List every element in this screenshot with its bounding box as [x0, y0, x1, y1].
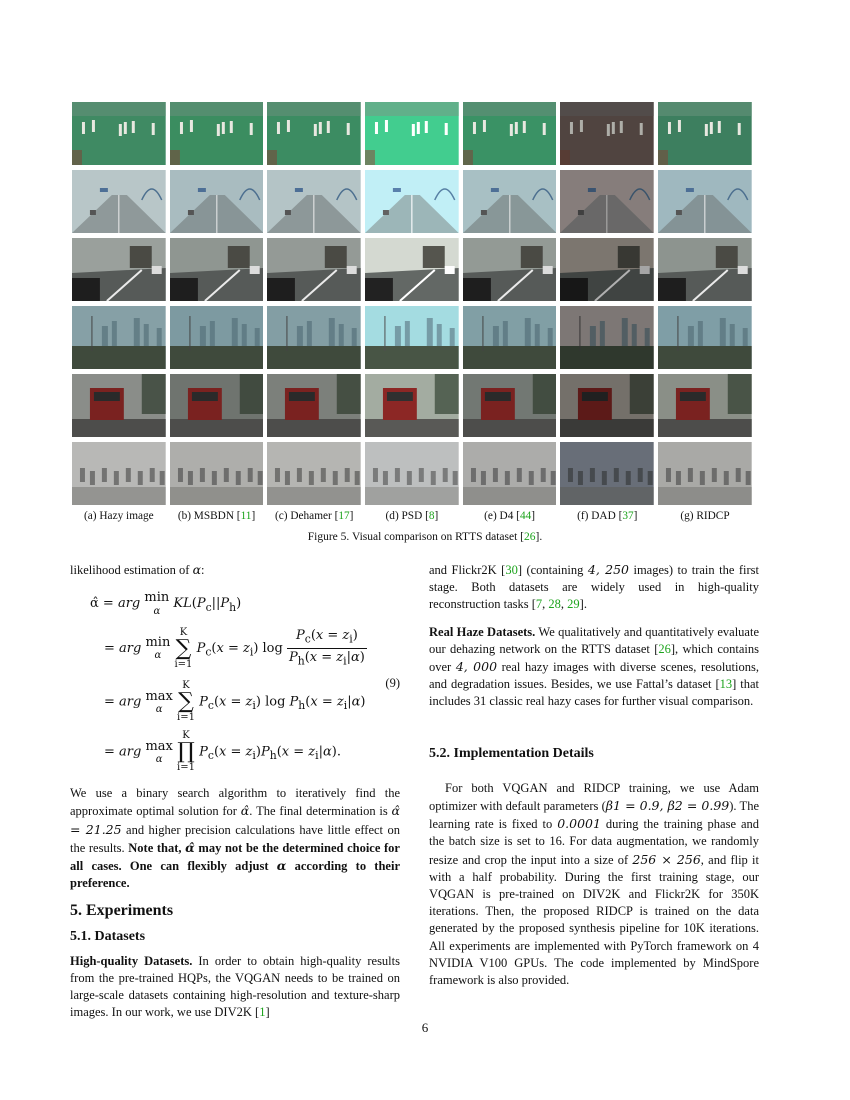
subfigure-caption: (c) Dehamer [17]: [275, 510, 354, 522]
figure-image: [463, 374, 557, 437]
citation-link[interactable]: 8: [428, 510, 435, 522]
equation-intro: likelihood estimation of α:: [70, 562, 205, 577]
citation-link[interactable]: 28: [548, 597, 561, 612]
figure-image: [463, 170, 557, 233]
figure-row-redtruck: [72, 374, 754, 437]
figure-image: [658, 442, 752, 505]
figure-image: [267, 306, 361, 369]
figure-image: [560, 170, 654, 233]
figure-image: [658, 170, 752, 233]
citation-link[interactable]: 30: [505, 563, 518, 577]
figure-caption-text: Figure 5. Visual comparison on RTTS dataset [: [307, 531, 525, 543]
equation-line-2: = arg min α K ∑ i=1 $P_c(x = z_i)$ log $\frac{P_c(x = z_i)}{P_h(x = z_i|\alpha)}$: [104, 626, 365, 670]
figure-image: [463, 102, 557, 165]
figure-image: [365, 238, 459, 301]
equation-number: (9): [385, 676, 400, 691]
citation-link[interactable]: 37: [622, 510, 634, 522]
figure-image: [658, 102, 752, 165]
figure-image: [560, 374, 654, 437]
citation-link[interactable]: 7: [535, 597, 543, 612]
equation-9: [70, 587, 400, 777]
citation-link[interactable]: 13: [719, 677, 733, 692]
figure-caption-end: ].: [535, 531, 543, 543]
figure-captions: [72, 510, 754, 522]
figure-row-highway: [72, 170, 754, 233]
subsection-heading-implementation: 5.2. Implementation Details: [429, 745, 594, 761]
figure-image: [170, 442, 264, 505]
subfigure-caption: (b) MSBDN [11]: [177, 510, 256, 522]
paragraph-binary-search: We use a binary search algorithm to iteratively find the approximate optimal solution for α̂. The final determination is α̂ = 21.25 and higher precision calculations have little effect on the results. Note that, α̂ may not be the determined choice for all cases. One can flexibly adjust α according to their preference.: [70, 786, 400, 891]
figure-image: [72, 170, 166, 233]
figure-image: [560, 102, 654, 165]
figure-image: [463, 442, 557, 505]
figure-image: [72, 238, 166, 301]
paragraph-implementation: For both VQGAN and RIDCP training, we use Adam optimizer with default parameters (β1 = 0.9, β2 = 0.99). The learning rate is fixed to 0.0001 during the training phase and the batch size is set to 16. For data augmentation, we randomly resize and crop the input into a size of 256 × 256, and flip it with a half probability. During the first training stage, our VQGAN is pre-trained on DIV2K and Flickr2K for 350K iterations. Then, the proposed RIDCP is trained on the data generated by the proposed synthesis pipeline for 10K iterations. All experiments are implemented with PyTorch framework on 4 NVIDIA V100 GPUs. The code implemented by MindSpore framework is also provided.: [429, 780, 760, 988]
figure-image: [267, 374, 361, 437]
equation-line-1: α̂ = arg min α $KL(P_c||P_h)$: [90, 590, 242, 617]
figure-row-cyclists: [72, 442, 754, 505]
subfigure-caption: (f) DAD [37]: [577, 510, 638, 522]
figure-image: [267, 170, 361, 233]
section-heading: 5. Experiments: [70, 902, 174, 920]
citation-link[interactable]: 29: [567, 597, 580, 612]
figure-image: [560, 238, 654, 301]
subsection-heading-datasets: 5.1. Datasets: [70, 928, 146, 944]
subfigure-caption: (e) D4 [44]: [484, 510, 535, 522]
figure-image: [560, 306, 654, 369]
figure-image: [170, 102, 264, 165]
figure-image: [365, 442, 459, 505]
citation-link[interactable]: 17: [338, 510, 350, 522]
figure-row-city: [72, 306, 754, 369]
figure-image: [267, 102, 361, 165]
figure-image: [365, 306, 459, 369]
figure-image: [365, 374, 459, 437]
figure-caption: [0, 531, 850, 543]
figure-image: [560, 442, 654, 505]
figure-5: [72, 102, 754, 522]
equation-line-4: = arg max α K ∏ i=1 $P_c(x = z_i)P_h(x = z_i|\alpha)$.: [104, 730, 341, 774]
figure-image: [72, 102, 166, 165]
figure-row-truck: [72, 238, 754, 301]
citation-link[interactable]: 1: [259, 1005, 266, 1020]
figure-image: [72, 374, 166, 437]
citation-link[interactable]: 26: [524, 531, 536, 543]
figure-image: [267, 442, 361, 505]
subfigure-caption: (g) RIDCP: [680, 510, 730, 522]
subfigure-caption: (d) PSD [8]: [385, 510, 439, 522]
figure-image: [658, 238, 752, 301]
figure-image: [72, 442, 166, 505]
paragraph-hq-datasets: High-quality Datasets. In order to obtain high-quality results from the pre-trained HQPs, the VQGAN needs to be trained on large-scale datasets containing high-resolution and texture-sharp images. In our work, we use DIV2K [1]: [70, 953, 400, 1020]
figure-image: [463, 238, 557, 301]
figure-image: [72, 306, 166, 369]
citation-link[interactable]: 26: [658, 641, 671, 656]
left-column: [70, 561, 400, 1022]
subfigure-caption: (a) Hazy image: [84, 510, 154, 522]
figure-image: [365, 170, 459, 233]
figure-row-soccer: [72, 102, 754, 165]
page-number: 6: [421, 1020, 429, 1035]
figure-image: [170, 374, 264, 437]
paragraph-real-haze: Real Haze Datasets. We qualitatively and quantitatively evaluate our dehazing network on the RTTS dataset [26], which contains over 4, 000 real hazy images with diverse scenes, resolutions, and degradation issues. Besides, we use Fattal’s dataset [13] that includes 31 classic real hazy cases for further visual comparison.: [429, 624, 759, 709]
figure-image: [267, 238, 361, 301]
figure-image: [365, 102, 459, 165]
figure-image: [658, 374, 752, 437]
citation-link[interactable]: 44: [519, 510, 532, 522]
figure-image: [170, 238, 264, 301]
figure-image: [658, 306, 752, 369]
citation-link[interactable]: 11: [240, 510, 252, 522]
equation-line-3: = arg max α K ∑ i=1 $P_c(x = z_i)$ $\log P_h(x = z_i|\alpha)$: [104, 680, 366, 724]
paragraph-flickr: and Flickr2K [30] (containing 4, 250 images) to train the first stage. Both datasets are widely used in high-quality reconstruction tasks [7, 28, 29].: [429, 562, 760, 612]
figure-image: [170, 170, 264, 233]
right-column: [429, 561, 759, 989]
figure-image: [463, 306, 557, 369]
figure-image: [170, 306, 264, 369]
